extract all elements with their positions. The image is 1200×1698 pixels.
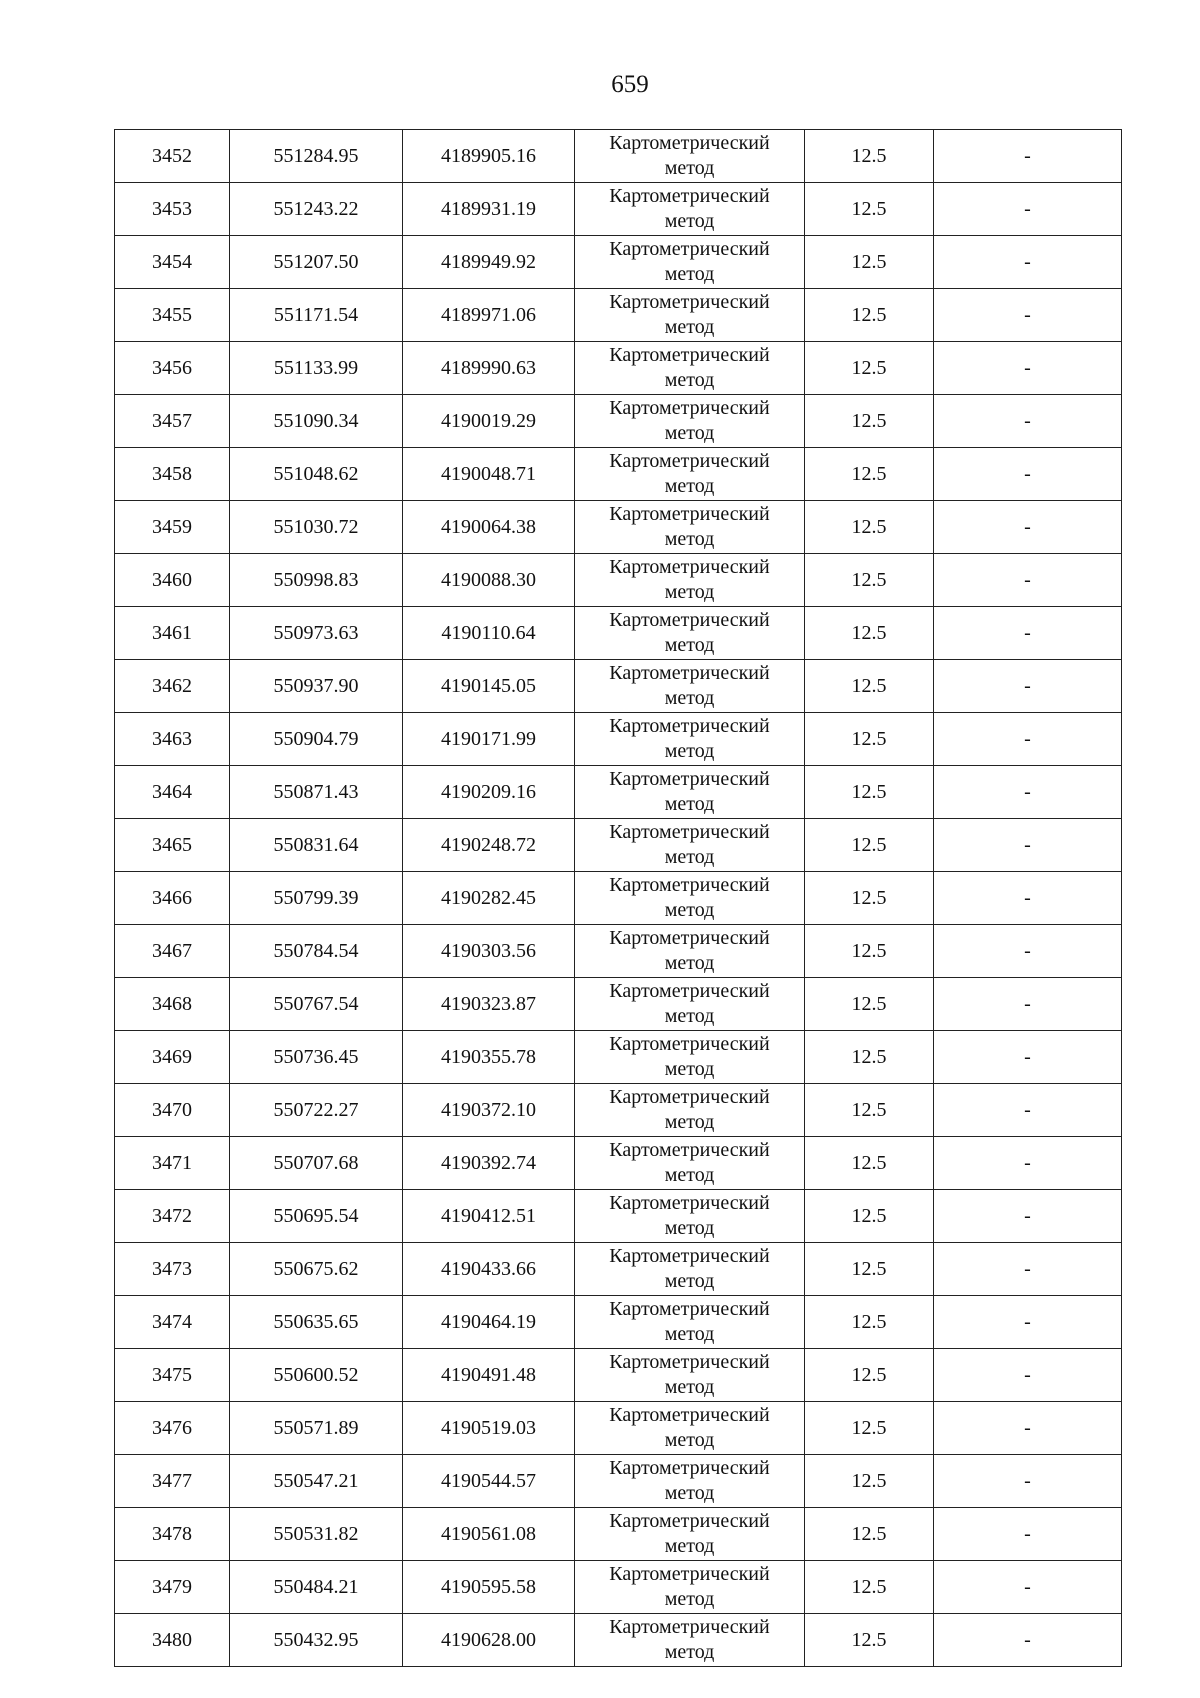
point-number-cell: 3458 (115, 448, 230, 501)
note-cell: - (934, 1190, 1122, 1243)
point-number-cell: 3461 (115, 607, 230, 660)
method-line-2: метод (664, 316, 715, 338)
y-coordinate-cell: 4190323.87 (403, 978, 575, 1031)
point-number-cell: 3472 (115, 1190, 230, 1243)
table-row (115, 1455, 1122, 1508)
table-row (115, 289, 1122, 342)
method-line-2: метод (664, 1376, 715, 1398)
method-line-1: Картометрический (609, 1298, 770, 1320)
point-number-cell: 3468 (115, 978, 230, 1031)
point-number-cell: 3456 (115, 342, 230, 395)
x-coordinate-cell: 551133.99 (230, 342, 403, 395)
table-row (115, 713, 1122, 766)
method-line-1: Картометрический (609, 715, 770, 737)
accuracy-cell: 12.5 (805, 183, 934, 236)
y-coordinate-cell: 4190064.38 (403, 501, 575, 554)
method-line-1: Картометрический (609, 450, 770, 472)
y-coordinate-cell: 4190171.99 (403, 713, 575, 766)
method-cell (575, 1031, 805, 1084)
accuracy-cell: 12.5 (805, 1614, 934, 1667)
y-coordinate-cell: 4190433.66 (403, 1243, 575, 1296)
y-coordinate-cell: 4190491.48 (403, 1349, 575, 1402)
y-coordinate-cell: 4189949.92 (403, 236, 575, 289)
method-line-1: Картометрический (609, 1563, 770, 1585)
note-cell: - (934, 289, 1122, 342)
note-cell: - (934, 1402, 1122, 1455)
page-number: 659 (611, 71, 649, 98)
method-cell (575, 713, 805, 766)
method-line-1: Картометрический (609, 927, 770, 949)
x-coordinate-cell: 550831.64 (230, 819, 403, 872)
note-cell: - (934, 1508, 1122, 1561)
accuracy-cell: 12.5 (805, 289, 934, 342)
y-coordinate-cell: 4190412.51 (403, 1190, 575, 1243)
note-cell: - (934, 1455, 1122, 1508)
method-cell (575, 1455, 805, 1508)
method-line-2: метод (664, 157, 715, 179)
y-coordinate-cell: 4190544.57 (403, 1455, 575, 1508)
x-coordinate-cell: 551171.54 (230, 289, 403, 342)
table-row (115, 1190, 1122, 1243)
x-coordinate-cell: 550695.54 (230, 1190, 403, 1243)
table-row (115, 554, 1122, 607)
y-coordinate-cell: 4190088.30 (403, 554, 575, 607)
table-row (115, 1243, 1122, 1296)
point-number-cell: 3454 (115, 236, 230, 289)
accuracy-cell: 12.5 (805, 766, 934, 819)
point-number-cell: 3466 (115, 872, 230, 925)
note-cell: - (934, 501, 1122, 554)
point-number-cell: 3460 (115, 554, 230, 607)
method-line-2: метод (664, 1270, 715, 1292)
x-coordinate-cell: 551048.62 (230, 448, 403, 501)
method-line-1: Картометрический (609, 397, 770, 419)
y-coordinate-cell: 4189971.06 (403, 289, 575, 342)
point-number-cell: 3459 (115, 501, 230, 554)
y-coordinate-cell: 4190628.00 (403, 1614, 575, 1667)
method-line-1: Картометрический (609, 1086, 770, 1108)
note-cell: - (934, 1084, 1122, 1137)
y-coordinate-cell: 4189931.19 (403, 183, 575, 236)
table-row (115, 1402, 1122, 1455)
method-line-2: метод (664, 263, 715, 285)
method-line-1: Картометрический (609, 609, 770, 631)
x-coordinate-cell: 550675.62 (230, 1243, 403, 1296)
method-cell (575, 1349, 805, 1402)
x-coordinate-cell: 550937.90 (230, 660, 403, 713)
y-coordinate-cell: 4189990.63 (403, 342, 575, 395)
y-coordinate-cell: 4190561.08 (403, 1508, 575, 1561)
y-coordinate-cell: 4190019.29 (403, 395, 575, 448)
method-line-2: метод (664, 1429, 715, 1451)
method-line-1: Картометрический (609, 1192, 770, 1214)
accuracy-cell: 12.5 (805, 819, 934, 872)
x-coordinate-cell: 550432.95 (230, 1614, 403, 1667)
accuracy-cell: 12.5 (805, 1561, 934, 1614)
x-coordinate-cell: 550635.65 (230, 1296, 403, 1349)
y-coordinate-cell: 4190392.74 (403, 1137, 575, 1190)
accuracy-cell: 12.5 (805, 1243, 934, 1296)
x-coordinate-cell: 550722.27 (230, 1084, 403, 1137)
method-cell (575, 607, 805, 660)
method-cell (575, 289, 805, 342)
method-cell (575, 1190, 805, 1243)
point-number-cell: 3470 (115, 1084, 230, 1137)
method-line-2: метод (664, 475, 715, 497)
method-cell (575, 448, 805, 501)
accuracy-cell: 12.5 (805, 1296, 934, 1349)
x-coordinate-cell: 550973.63 (230, 607, 403, 660)
y-coordinate-cell: 4190209.16 (403, 766, 575, 819)
method-line-2: метод (664, 899, 715, 921)
method-cell (575, 183, 805, 236)
note-cell: - (934, 925, 1122, 978)
method-line-1: Картометрический (609, 1245, 770, 1267)
method-line-1: Картометрический (609, 556, 770, 578)
accuracy-cell: 12.5 (805, 872, 934, 925)
accuracy-cell: 12.5 (805, 236, 934, 289)
point-number-cell: 3475 (115, 1349, 230, 1402)
method-line-2: метод (664, 210, 715, 232)
method-line-1: Картометрический (609, 1616, 770, 1638)
note-cell: - (934, 130, 1122, 183)
y-coordinate-cell: 4190519.03 (403, 1402, 575, 1455)
x-coordinate-cell: 551030.72 (230, 501, 403, 554)
y-coordinate-cell: 4190110.64 (403, 607, 575, 660)
method-line-1: Картометрический (609, 821, 770, 843)
table-row (115, 1137, 1122, 1190)
x-coordinate-cell: 551090.34 (230, 395, 403, 448)
note-cell: - (934, 1614, 1122, 1667)
method-line-1: Картометрический (609, 768, 770, 790)
method-line-1: Картометрический (609, 344, 770, 366)
note-cell: - (934, 395, 1122, 448)
point-number-cell: 3469 (115, 1031, 230, 1084)
x-coordinate-cell: 550767.54 (230, 978, 403, 1031)
table-row (115, 501, 1122, 554)
table-row (115, 1084, 1122, 1137)
method-cell (575, 1137, 805, 1190)
accuracy-cell: 12.5 (805, 395, 934, 448)
method-line-2: метод (664, 422, 715, 444)
point-number-cell: 3462 (115, 660, 230, 713)
table-row (115, 183, 1122, 236)
x-coordinate-cell: 550871.43 (230, 766, 403, 819)
point-number-cell: 3467 (115, 925, 230, 978)
method-line-2: метод (664, 1217, 715, 1239)
x-coordinate-cell: 550904.79 (230, 713, 403, 766)
method-line-1: Картометрический (609, 1351, 770, 1373)
method-line-2: метод (664, 1164, 715, 1186)
accuracy-cell: 12.5 (805, 925, 934, 978)
note-cell: - (934, 342, 1122, 395)
note-cell: - (934, 766, 1122, 819)
table-row (115, 607, 1122, 660)
table-row (115, 978, 1122, 1031)
table-row (115, 448, 1122, 501)
accuracy-cell: 12.5 (805, 1190, 934, 1243)
accuracy-cell: 12.5 (805, 978, 934, 1031)
table-row (115, 130, 1122, 183)
accuracy-cell: 12.5 (805, 554, 934, 607)
note-cell: - (934, 1243, 1122, 1296)
method-line-2: метод (664, 634, 715, 656)
method-line-2: метод (664, 740, 715, 762)
method-cell (575, 1402, 805, 1455)
note-cell: - (934, 607, 1122, 660)
table-row (115, 660, 1122, 713)
method-line-1: Картометрический (609, 874, 770, 896)
accuracy-cell: 12.5 (805, 607, 934, 660)
table-body (115, 130, 1122, 1667)
method-line-1: Картометрический (609, 1510, 770, 1532)
table-row (115, 236, 1122, 289)
note-cell: - (934, 554, 1122, 607)
method-line-1: Картометрический (609, 980, 770, 1002)
y-coordinate-cell: 4190248.72 (403, 819, 575, 872)
method-line-1: Картометрический (609, 1404, 770, 1426)
accuracy-cell: 12.5 (805, 1084, 934, 1137)
method-line-1: Картометрический (609, 1033, 770, 1055)
method-line-2: метод (664, 1588, 715, 1610)
x-coordinate-cell: 550547.21 (230, 1455, 403, 1508)
point-number-cell: 3477 (115, 1455, 230, 1508)
method-line-2: метод (664, 1535, 715, 1557)
method-line-2: метод (664, 1111, 715, 1133)
method-cell (575, 1508, 805, 1561)
note-cell: - (934, 1137, 1122, 1190)
method-cell (575, 925, 805, 978)
table-row (115, 925, 1122, 978)
point-number-cell: 3480 (115, 1614, 230, 1667)
method-cell (575, 819, 805, 872)
table-row (115, 872, 1122, 925)
method-line-2: метод (664, 952, 715, 974)
note-cell: - (934, 1296, 1122, 1349)
method-cell (575, 395, 805, 448)
table-row (115, 1296, 1122, 1349)
method-line-2: метод (664, 369, 715, 391)
point-number-cell: 3478 (115, 1508, 230, 1561)
method-line-2: метод (664, 1641, 715, 1663)
method-cell (575, 554, 805, 607)
point-number-cell: 3471 (115, 1137, 230, 1190)
note-cell: - (934, 872, 1122, 925)
x-coordinate-cell: 550600.52 (230, 1349, 403, 1402)
note-cell: - (934, 1561, 1122, 1614)
note-cell: - (934, 713, 1122, 766)
method-cell (575, 342, 805, 395)
table-row (115, 1349, 1122, 1402)
x-coordinate-cell: 550784.54 (230, 925, 403, 978)
x-coordinate-cell: 551207.50 (230, 236, 403, 289)
note-cell: - (934, 1349, 1122, 1402)
note-cell: - (934, 448, 1122, 501)
accuracy-cell: 12.5 (805, 1402, 934, 1455)
method-cell (575, 660, 805, 713)
y-coordinate-cell: 4190282.45 (403, 872, 575, 925)
note-cell: - (934, 236, 1122, 289)
x-coordinate-cell: 550707.68 (230, 1137, 403, 1190)
note-cell: - (934, 978, 1122, 1031)
x-coordinate-cell: 550998.83 (230, 554, 403, 607)
x-coordinate-cell: 551243.22 (230, 183, 403, 236)
table-row (115, 1031, 1122, 1084)
method-cell (575, 1084, 805, 1137)
method-cell (575, 766, 805, 819)
method-line-2: метод (664, 1482, 715, 1504)
y-coordinate-cell: 4190595.58 (403, 1561, 575, 1614)
method-line-1: Картометрический (609, 238, 770, 260)
table-row (115, 1561, 1122, 1614)
method-line-2: метод (664, 846, 715, 868)
method-line-2: метод (664, 1323, 715, 1345)
point-number-cell: 3474 (115, 1296, 230, 1349)
point-number-cell: 3464 (115, 766, 230, 819)
x-coordinate-cell: 550484.21 (230, 1561, 403, 1614)
accuracy-cell: 12.5 (805, 342, 934, 395)
x-coordinate-cell: 550799.39 (230, 872, 403, 925)
method-cell (575, 1296, 805, 1349)
y-coordinate-cell: 4190464.19 (403, 1296, 575, 1349)
point-number-cell: 3463 (115, 713, 230, 766)
accuracy-cell: 12.5 (805, 501, 934, 554)
y-coordinate-cell: 4190355.78 (403, 1031, 575, 1084)
x-coordinate-cell: 550571.89 (230, 1402, 403, 1455)
x-coordinate-cell: 550736.45 (230, 1031, 403, 1084)
point-number-cell: 3455 (115, 289, 230, 342)
point-number-cell: 3453 (115, 183, 230, 236)
method-line-2: метод (664, 793, 715, 815)
point-number-cell: 3473 (115, 1243, 230, 1296)
method-line-1: Картометрический (609, 1457, 770, 1479)
accuracy-cell: 12.5 (805, 1349, 934, 1402)
table-row (115, 819, 1122, 872)
method-cell (575, 1614, 805, 1667)
note-cell: - (934, 819, 1122, 872)
table-row (115, 395, 1122, 448)
accuracy-cell: 12.5 (805, 1455, 934, 1508)
table-row (115, 1614, 1122, 1667)
method-line-2: метод (664, 581, 715, 603)
method-cell (575, 978, 805, 1031)
point-number-cell: 3452 (115, 130, 230, 183)
accuracy-cell: 12.5 (805, 1508, 934, 1561)
method-line-2: метод (664, 1005, 715, 1027)
method-line-1: Картометрический (609, 1139, 770, 1161)
x-coordinate-cell: 550531.82 (230, 1508, 403, 1561)
point-number-cell: 3476 (115, 1402, 230, 1455)
method-cell (575, 501, 805, 554)
table-row (115, 766, 1122, 819)
point-number-cell: 3479 (115, 1561, 230, 1614)
y-coordinate-cell: 4189905.16 (403, 130, 575, 183)
method-cell (575, 236, 805, 289)
method-line-1: Картометрический (609, 132, 770, 154)
y-coordinate-cell: 4190048.71 (403, 448, 575, 501)
note-cell: - (934, 660, 1122, 713)
method-cell (575, 872, 805, 925)
note-cell: - (934, 1031, 1122, 1084)
y-coordinate-cell: 4190372.10 (403, 1084, 575, 1137)
accuracy-cell: 12.5 (805, 660, 934, 713)
coordinates-table (114, 129, 1122, 1667)
point-number-cell: 3465 (115, 819, 230, 872)
method-line-2: метод (664, 687, 715, 709)
point-number-cell: 3457 (115, 395, 230, 448)
note-cell: - (934, 183, 1122, 236)
method-cell (575, 1561, 805, 1614)
method-line-1: Картометрический (609, 185, 770, 207)
method-line-1: Картометрический (609, 662, 770, 684)
table-row (115, 1508, 1122, 1561)
method-cell (575, 130, 805, 183)
y-coordinate-cell: 4190145.05 (403, 660, 575, 713)
accuracy-cell: 12.5 (805, 130, 934, 183)
accuracy-cell: 12.5 (805, 713, 934, 766)
method-line-2: метод (664, 1058, 715, 1080)
table-row (115, 342, 1122, 395)
accuracy-cell: 12.5 (805, 1137, 934, 1190)
accuracy-cell: 12.5 (805, 448, 934, 501)
accuracy-cell: 12.5 (805, 1031, 934, 1084)
y-coordinate-cell: 4190303.56 (403, 925, 575, 978)
x-coordinate-cell: 551284.95 (230, 130, 403, 183)
method-line-1: Картометрический (609, 291, 770, 313)
method-cell (575, 1243, 805, 1296)
method-line-1: Картометрический (609, 503, 770, 525)
method-line-2: метод (664, 528, 715, 550)
